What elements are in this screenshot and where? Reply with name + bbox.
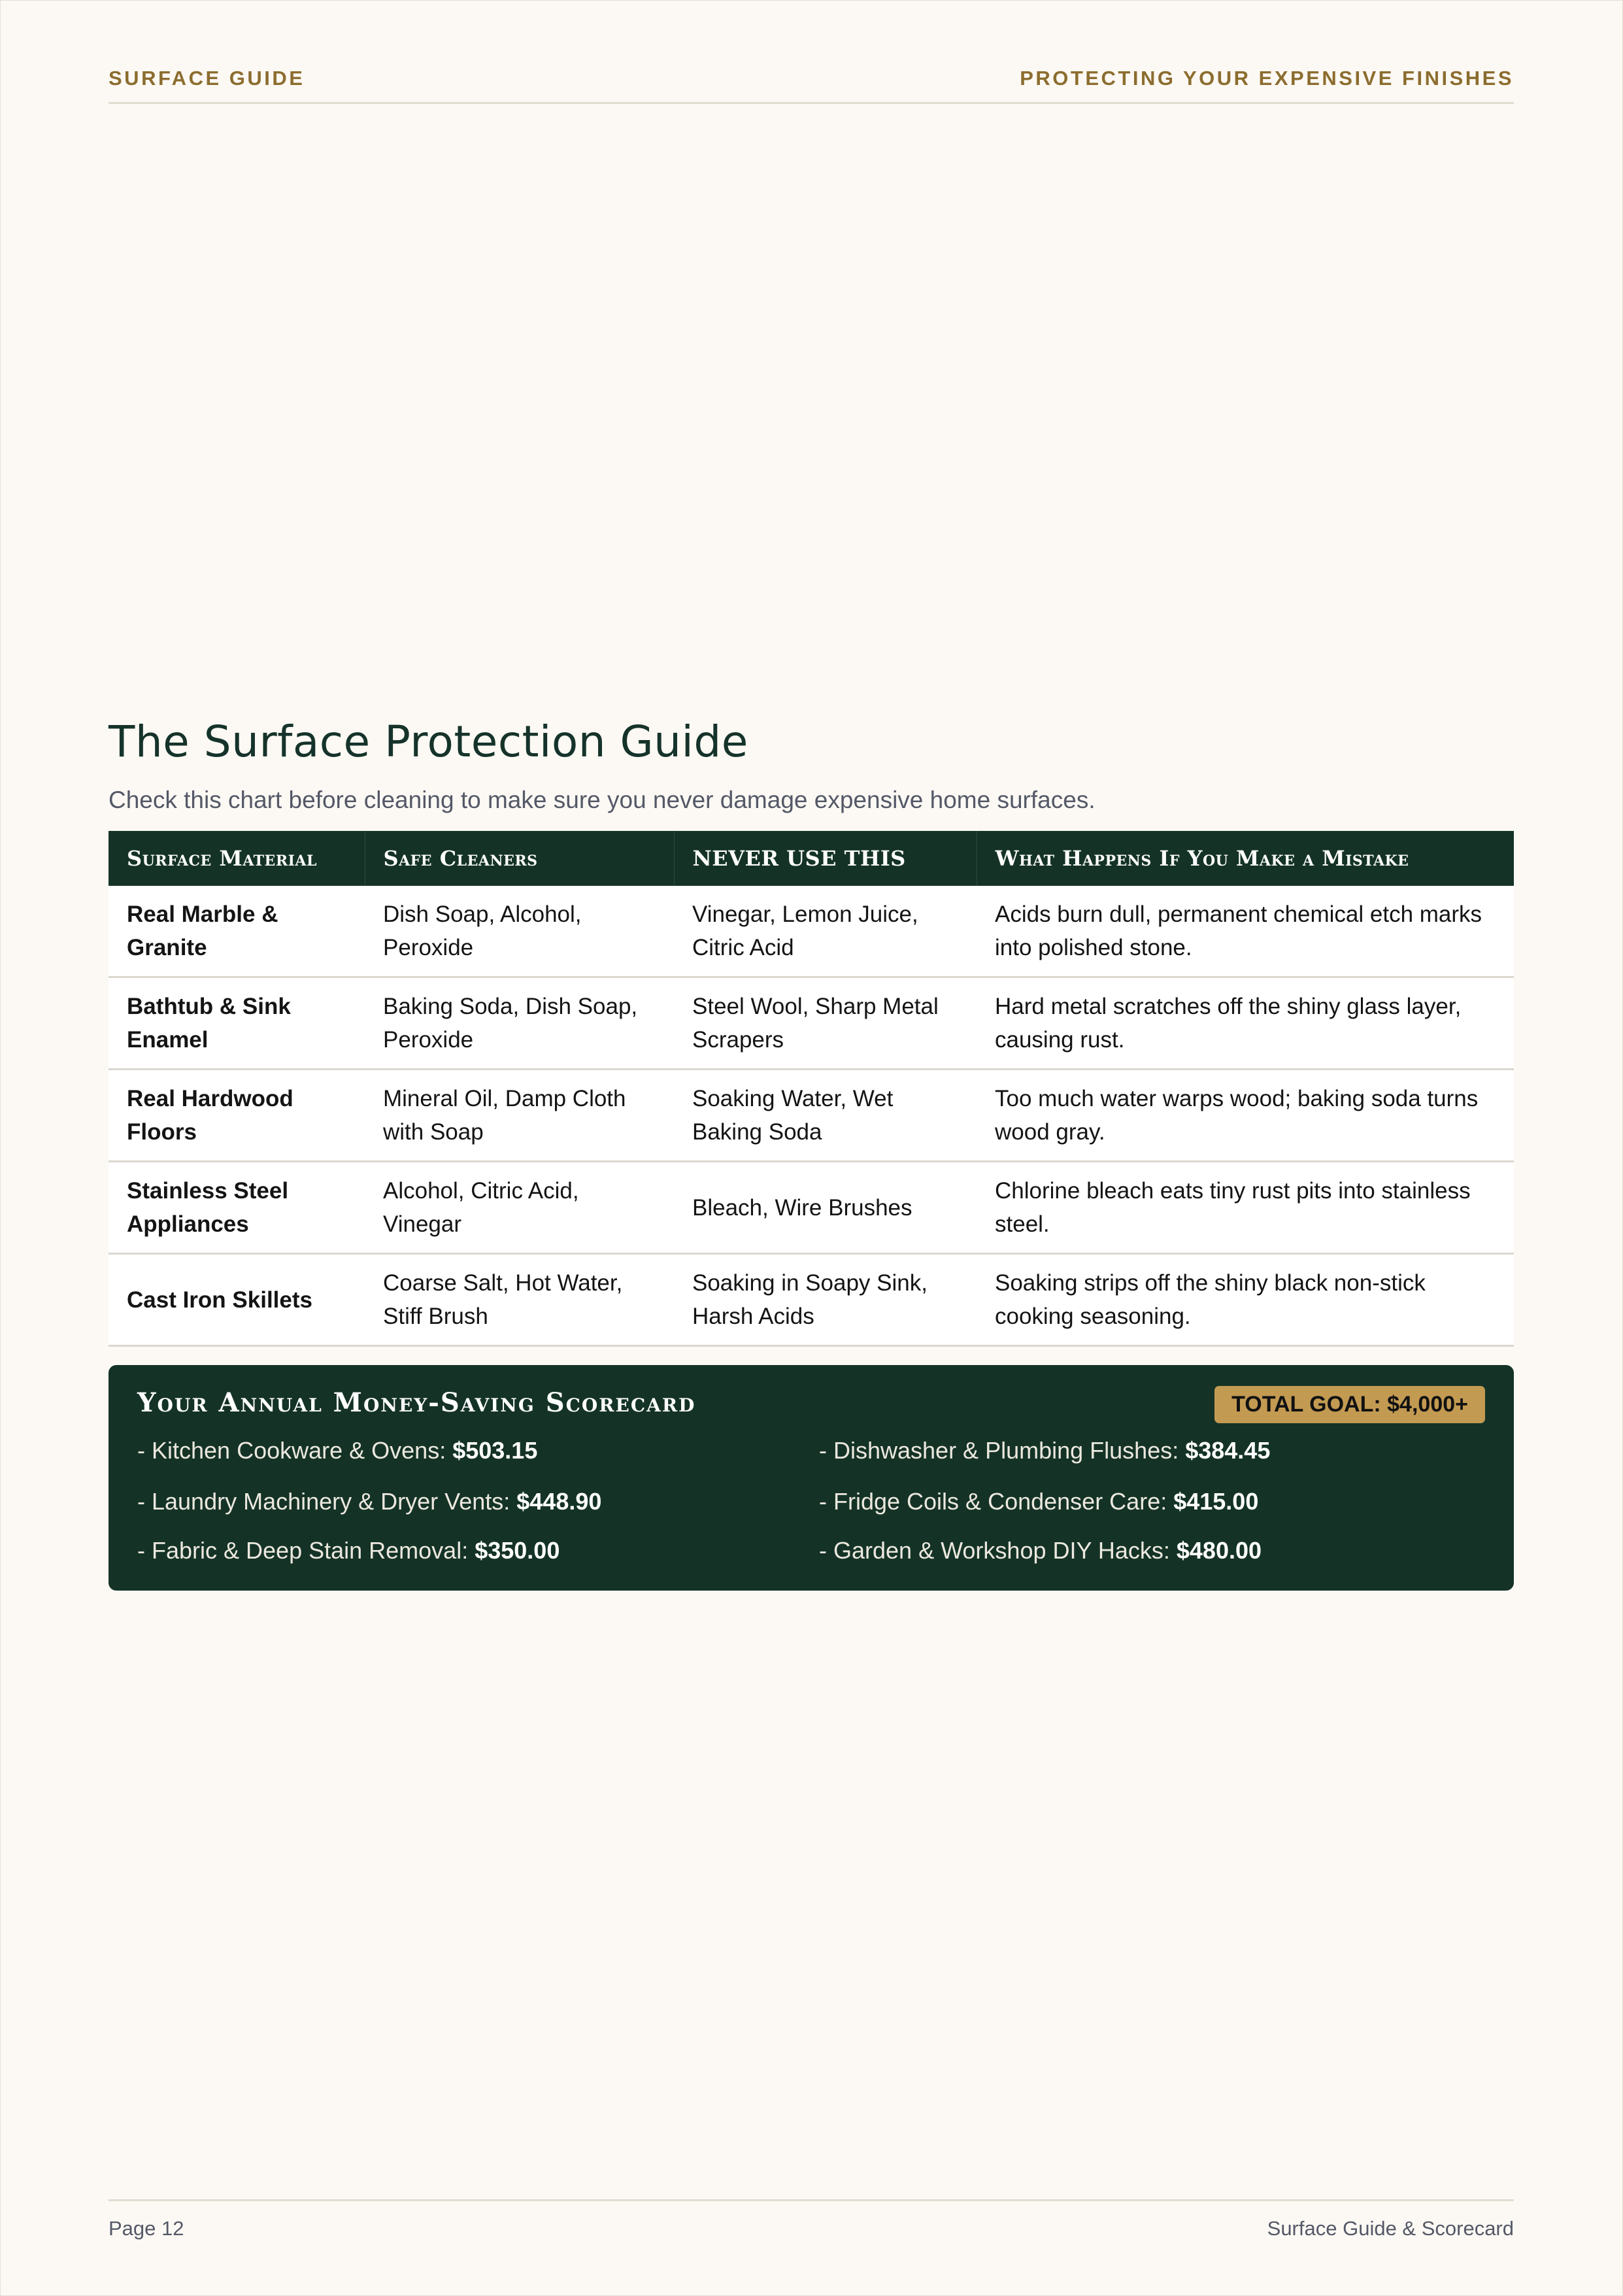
table-row bbox=[109, 1162, 1514, 1254]
table-row bbox=[109, 886, 1514, 977]
column-header-surface-material: Surface Material bbox=[109, 831, 365, 886]
scorecard-item-amount: $384.45 bbox=[1185, 1437, 1271, 1464]
never-use-cell: Soaking Water, Wet Baking Soda bbox=[674, 1070, 977, 1162]
running-footer bbox=[109, 2199, 1514, 2240]
scorecard-item bbox=[819, 1488, 1258, 1515]
page-subtitle: Check this chart before cleaning to make sure you never damage expensive home surfaces. bbox=[109, 786, 1096, 813]
never-use-cell: Steel Wool, Sharp Metal Scrapers bbox=[674, 977, 977, 1070]
header-chapter-label: PROTECTING YOUR EXPENSIVE FINISHES bbox=[1020, 67, 1514, 90]
scorecard-item-amount: $448.90 bbox=[516, 1488, 602, 1515]
scorecard-item-label: - Dishwasher & Plumbing Flushes: bbox=[819, 1437, 1186, 1464]
scorecard-item-amount: $350.00 bbox=[475, 1537, 560, 1564]
safe-cleaners-cell: Dish Soap, Alcohol, Peroxide bbox=[365, 886, 674, 977]
surface-material-cell: Real Marble & Granite bbox=[109, 886, 365, 977]
scorecard-item-label: - Fridge Coils & Condenser Care: bbox=[819, 1488, 1174, 1515]
total-goal-badge: TOTAL GOAL: $4,000+ bbox=[1214, 1386, 1485, 1423]
scorecard-item-amount: $503.15 bbox=[452, 1437, 538, 1464]
surface-material-cell: Bathtub & Sink Enamel bbox=[109, 977, 365, 1070]
mistake-result-cell: Soaking strips off the shiny black non-stick cooking seasoning. bbox=[977, 1254, 1514, 1346]
scorecard-item bbox=[137, 1488, 601, 1515]
scorecard-item-label: - Kitchen Cookware & Ovens: bbox=[137, 1437, 453, 1464]
never-use-cell: Soaking in Soapy Sink, Harsh Acids bbox=[674, 1254, 977, 1346]
money-saving-scorecard bbox=[109, 1365, 1514, 1591]
never-use-cell: Bleach, Wire Brushes bbox=[674, 1162, 977, 1254]
safe-cleaners-cell: Mineral Oil, Damp Cloth with Soap bbox=[365, 1070, 674, 1162]
scorecard-item bbox=[137, 1437, 537, 1464]
column-header-mistake-result: What Happens If You Make a Mistake bbox=[977, 831, 1514, 886]
column-header-never-use: NEVER USE THIS bbox=[674, 831, 977, 886]
scorecard-item-amount: $480.00 bbox=[1176, 1537, 1262, 1564]
scorecard-item bbox=[137, 1537, 560, 1564]
column-header-safe-cleaners: Safe Cleaners bbox=[365, 831, 674, 886]
safe-cleaners-cell: Baking Soda, Dish Soap, Peroxide bbox=[365, 977, 674, 1070]
surface-material-cell: Real Hardwood Floors bbox=[109, 1070, 365, 1162]
page-title: The Surface Protection Guide bbox=[109, 717, 748, 767]
safe-cleaners-cell: Alcohol, Citric Acid, Vinegar bbox=[365, 1162, 674, 1254]
running-header bbox=[109, 63, 1514, 104]
never-use-cell: Vinegar, Lemon Juice, Citric Acid bbox=[674, 886, 977, 977]
surface-material-cell: Stainless Steel Appliances bbox=[109, 1162, 365, 1254]
scorecard-item bbox=[819, 1537, 1262, 1564]
table-row bbox=[109, 977, 1514, 1070]
mistake-result-cell: Acids burn dull, permanent chemical etch marks into polished stone. bbox=[977, 886, 1514, 977]
scorecard-item-label: - Laundry Machinery & Dryer Vents: bbox=[137, 1488, 517, 1515]
mistake-result-cell: Too much water warps wood; baking soda turns wood gray. bbox=[977, 1070, 1514, 1162]
scorecard-item-label: - Fabric & Deep Stain Removal: bbox=[137, 1537, 475, 1564]
scorecard-title: Your Annual Money-Saving Scorecard bbox=[137, 1387, 696, 1418]
footer-document-title: Surface Guide & Scorecard bbox=[1267, 2217, 1514, 2240]
safe-cleaners-cell: Coarse Salt, Hot Water, Stiff Brush bbox=[365, 1254, 674, 1346]
scorecard-item bbox=[819, 1437, 1270, 1464]
table-row bbox=[109, 1070, 1514, 1162]
table-header-row bbox=[109, 831, 1514, 886]
scorecard-item-amount: $415.00 bbox=[1173, 1488, 1259, 1515]
header-section-label: SURFACE GUIDE bbox=[109, 67, 305, 90]
mistake-result-cell: Chlorine bleach eats tiny rust pits into stainless steel. bbox=[977, 1162, 1514, 1254]
mistake-result-cell: Hard metal scratches off the shiny glass layer, causing rust. bbox=[977, 977, 1514, 1070]
table-row bbox=[109, 1254, 1514, 1346]
surface-protection-table bbox=[109, 831, 1514, 1347]
page-number: Page 12 bbox=[109, 2217, 184, 2240]
surface-material-cell: Cast Iron Skillets bbox=[109, 1254, 365, 1346]
scorecard-item-label: - Garden & Workshop DIY Hacks: bbox=[819, 1537, 1177, 1564]
